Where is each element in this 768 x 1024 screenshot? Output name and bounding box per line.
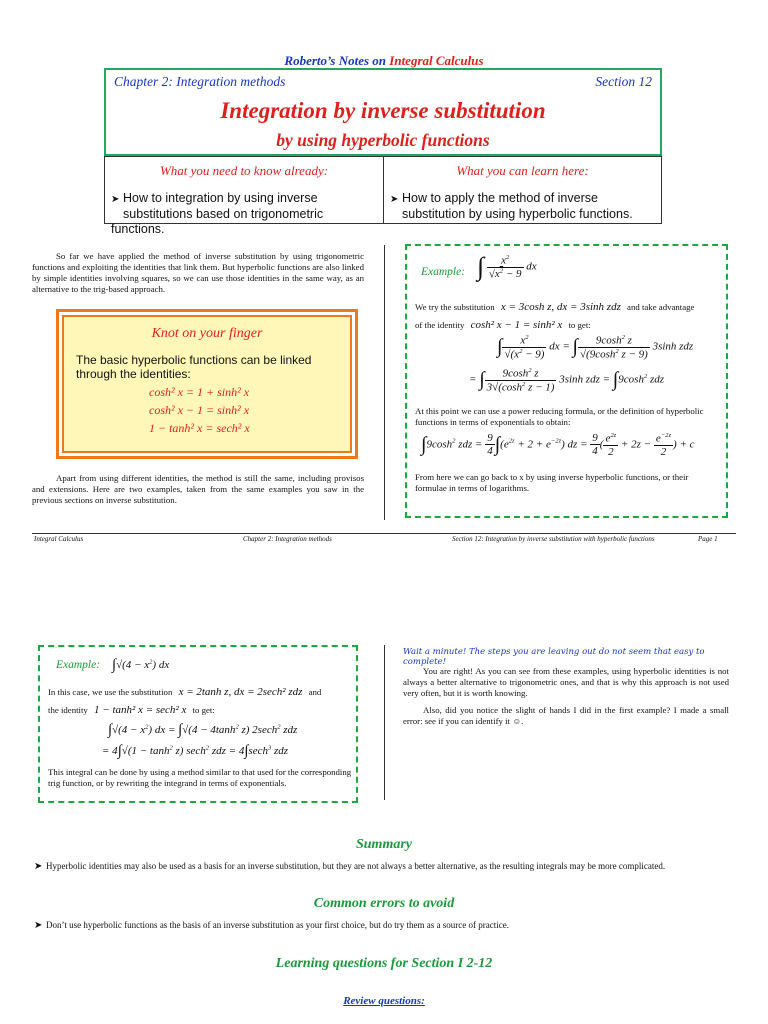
prerequisites-table [104,156,662,236]
wait-heading: Wait a minute! The steps you are leaving out do not seem that easy to complete! [403,647,705,667]
arrow-bullet-icon: ➤ [34,920,43,931]
header-prefix: Roberto’s Notes on [284,53,390,68]
example1-identity: cosh² x − 1 = sinh² x [470,319,563,331]
need-to-know-line1: How to integration by using inverse [123,191,318,205]
example1-text1: We try the substitution [415,302,495,312]
wait-paragraph-2: Also, did you notice the slight of hands I did in the first example? I made a small error: see if you can identify it ☺. [403,705,729,726]
example1-step1: ∫ $\frac{x^2}{√(x^2 - 9)}$ dx = ∫ $\frac{9\cosh^2 z}{√(9\cosh^2 z - 9)}$ 3sinh zdz [497,334,694,361]
example2-identity: 1 − tanh² x = sech² x [94,704,187,716]
summary-item [34,861,744,872]
header-course: Integral Calculus [389,53,484,68]
learning-questions-heading: Learning questions for Section I 2-12 [275,956,493,971]
page-title: Integration by inverse substitution [220,98,546,123]
example2-step2: = $4\int√(1 - \tanh^2 z)$ sech$^2$ zdz = 4∫sech$^3$ zdz [102,743,289,759]
column-divider [384,245,385,520]
example1-integral: ∫ $\frac{x^2}{√x^2 - 9}$ dx [477,252,537,281]
example2-label: Example: [56,659,101,671]
footer-course: Integral Calculus [34,535,84,543]
example2-box [38,645,358,803]
summary-heading: Summary [355,837,412,852]
footer-page-number: Page 1 [698,535,718,543]
example1-text3: of the identity [415,320,465,330]
common-errors-text: Don’t use hyperbolic functions as the basis of an inverse substitution as your first choice, but do try them as a source of practice. [46,920,509,930]
knot-identity-3: 1 − tanh² x = sech² x [149,421,250,435]
review-questions-heading: Review questions: [343,995,425,1007]
example2-line2 [48,705,356,716]
example2-text2: and [308,687,322,697]
need-to-know-item [111,191,379,237]
example2-text3: the identity [48,705,88,715]
can-learn-line2: substitution by using hyperbolic functions. [402,207,633,221]
summary-text: Hyperbolic identities may also be used as a basis for an inverse substitution, but they are not always a better alternative, as the resulting integrals may be more complicated. [46,861,666,871]
example2-line1 [48,687,356,698]
page-header [0,53,768,69]
example2-text1: In this case, we use the substitution [48,687,173,697]
common-errors-item [34,920,744,931]
knot-text: The basic hyperbolic functions can be linked through the identities: [76,353,312,381]
example2-text5: This integral can be done by using a method similar to that used for the corresponding trig function, or by rewriting the integrand in terms of exponentials. [48,767,352,788]
common-errors-heading: Common errors to avoid [313,896,455,911]
example1-line1 [415,302,725,313]
footer-chapter: Chapter 2: Integration methods [243,535,332,543]
knot-title: Knot on your finger [151,326,263,341]
example1-step3: $\int 9\cosh^2$ zdz = $\frac{9}{4}$ $\int(e^{2z} + 2 + e^{-2z})$ dz = $\frac{9}{4}$ ( $\frac{e^{2z}}{2}$ + 2z − $\frac{e^{-2z}}{2}$ ) + c [421,432,695,458]
example1-text4: to get: [568,320,591,330]
need-to-know-column [105,157,384,236]
arrow-bullet-icon: ➤ [111,194,120,205]
example1-line2 [415,320,725,331]
can-learn-heading: What you can learn here: [456,163,589,178]
example1-label: Example: [421,266,466,278]
wait-paragraph-1: You are right! As you can see from these examples, using hyperbolic identities is not always a better alternative to trigonometric ones, and that is why this approach is not used very often, but it is worth knowing. [403,666,729,698]
can-learn-column [384,157,661,223]
arrow-bullet-icon: ➤ [34,861,43,872]
knot-box [62,315,352,453]
example2-substitution: x = 2tanh z, dx = 2sech² zdz [178,686,303,698]
example1-text6: From here we can go back to x by using inverse hyperbolic functions, or their formulae in terms of logarithms. [415,472,689,493]
knot-identity-2: cosh² x − 1 = sinh² x [149,403,250,417]
example1-substitution: x = 3cosh z, dx = 3sinh zdz [500,301,621,313]
example1-text2: and take advantage [627,302,695,312]
need-to-know-heading: What you need to know already: [159,163,329,178]
knot-identity-1: cosh² x = 1 + sinh² x [149,385,250,399]
page-subtitle: by using hyperbolic functions [276,130,490,150]
need-to-know-line2: substitutions based on trigonometric functions. [111,207,324,236]
arrow-bullet-icon: ➤ [390,194,399,205]
example2-step1: $\int√(4 - x^2)$ dx = $\int√(4 - 4\tanh^2$ z) 2sech$^2$ zdz [108,722,298,738]
page-footer [32,533,736,548]
section-label: Section 12 [595,74,652,89]
example1-step2: = ∫ $\frac{9\cosh^2 z}{3√(\cosh^2 z - 1)}$ 3sinh zdz = $\int 9\cosh^2$ zdz [469,367,665,394]
chapter-label: Chapter 2: Integration methods [114,74,286,89]
can-learn-line1: How to apply the method of inverse [402,191,598,205]
title-box [104,68,662,156]
intro-paragraph: So far we have applied the method of inverse substitution by using trigonometric functions and exploiting the identities that link them. But hyperbolic functions are also linked by simple identities involving squares, so we can use those identities in the same way, as an alternative to the trig-based approach. [32,251,364,294]
method-paragraph: Apart from using different identities, the method is still the same, including provisos and extensions. Here are two examples, taken from the same examples you saw in the previous sections on inverse substitution. [32,473,364,505]
footer-section: Section 12: Integration by inverse substitution with hyperbolic functions [452,535,655,543]
example1-text5: At this point we can use a power reducing formula, or the definition of hyperbolic functions in terms of exponentials to obtain: [415,406,704,427]
example2-text4: to get: [192,705,215,715]
can-learn-item [390,191,657,222]
example1-box [405,244,728,518]
example2-integral: $\int√(4 - x^2)$ dx [112,657,170,673]
column-divider-2 [384,645,385,800]
